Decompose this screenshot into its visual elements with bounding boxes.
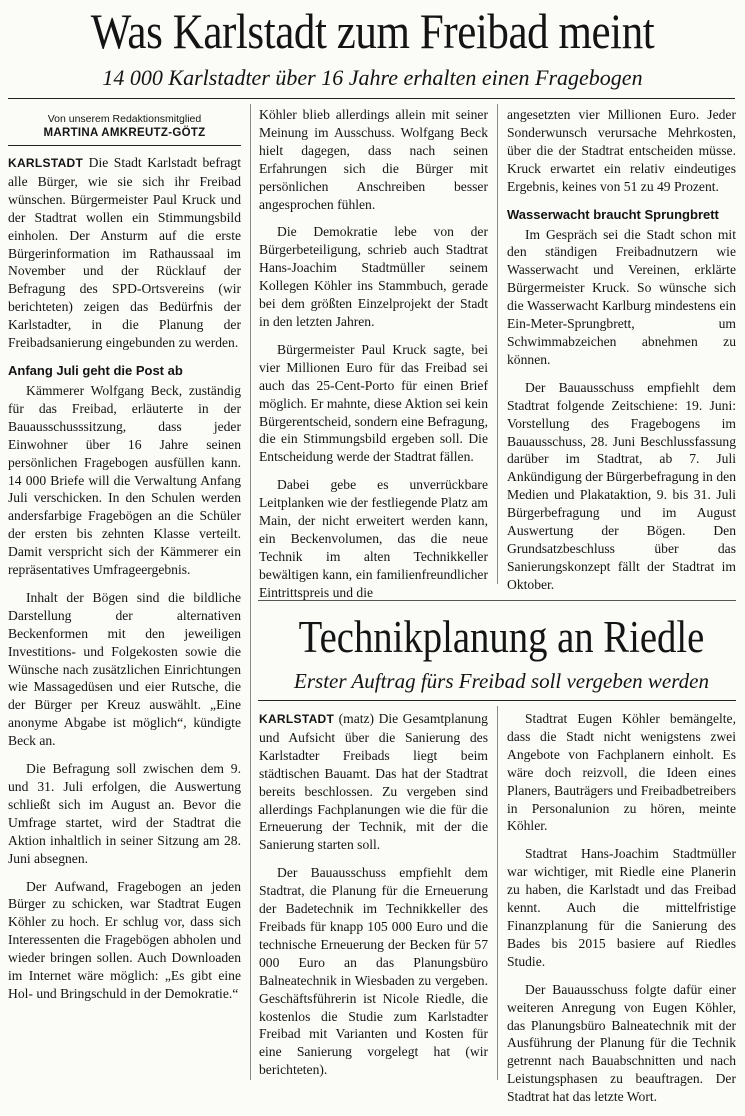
paragraph: Der Bauausschuss empfiehlt dem Stadtrat, die Planung für die Erneuerung der Badetechnik im Technikkeller des Freibads für knapp 105 000 Euro und die technische Erneuerung der Becken für 57 000 Euro an das Planungsbüro Balneatechnik in Wiesbaden zu vergeben. Geschäftsführerin ist Nicole Riedle, die kostenlos die Studie zum Karlstadter Freibad mit Varianten und Kosten für eine Sanierung vorgelegt hat (wir berichteten). <box>259 865 488 1078</box>
article-headline: Was Karlstadt zum Freibad meint <box>90 3 655 59</box>
paragraph: Die Befragung soll zwischen dem 9. und 31. Juli erfolgen, die Auswertung schließt sich im August an. Bevor die Umfrage startet, wird der Stadtrat die Aktion inhaltlich in seiner Sitzung am 28. Juni absegnen. <box>8 761 241 866</box>
article-divider <box>258 600 736 601</box>
section-subhead: Wasserwacht braucht Sprungbrett <box>507 206 719 222</box>
article-headline: Technikplanung an Riedle <box>298 612 705 662</box>
headline-divider <box>8 98 735 99</box>
paragraph: Im Gespräch sei die Stadt schon mit den ständigen Freibadnutzern wie Wasserwacht und Vereinen, erklärte Bürgermeister Kruck. So wünsche sich die Wasserwacht Karlburg mindestens ein Ein-Meter-Sprungbrett, um Schwimmabzeichen abnehmen zu können. <box>507 226 736 367</box>
paragraph: Die Demokratie lebe von der Bürgerbeteiligung, schrieb auch Stadtrat Hans-Joachim Stadtmüller seinem Kollegen Köhler ins Stammbuch, gerade bei dem größten Einzelprojekt der Stadt in den letzten Jahren. <box>259 224 488 329</box>
byline-author: MARTINA AMKREUTZ-GÖTZ <box>43 127 206 139</box>
section-subhead: Anfang Juli geht die Post ab <box>8 362 183 378</box>
paragraph <box>8 154 241 352</box>
paragraph: angesetzten vier Millionen Euro. Jeder Sonderwunsch verursache Mehrkosten, über die der Stadtrat entscheiden müsse. Kruck erwartet ein relativ eindeutiges Ergebnis, keines von 51 zu 49 Prozent. <box>507 107 736 194</box>
paragraph: Köhler blieb allerdings allein mit seiner Meinung im Ausschuss. Wolfgang Beck hielt dagegen, dass nach seinen Erfahrungen sich die Bürger mit persönlichen Anschreiben besser angesprochen fühlen. <box>259 107 488 212</box>
dateline-author: (matz) <box>338 711 375 726</box>
column-divider <box>250 104 251 1080</box>
article2-column-2 <box>507 710 736 1116</box>
paragraph <box>259 710 488 854</box>
dateline: KARLSTADT <box>259 712 335 726</box>
paragraph: Stadtrat Eugen Köhler bemängelte, dass die Stadt nicht wenigstens zwei Angebote von Fachplanern einholt. Es wäre doch reizvoll, die Ideen eines Planers, Bauträgers und Freibadbetreibers in Personalunion zu hören, meinte Köhler. <box>507 711 736 834</box>
column-divider <box>497 706 498 1080</box>
paragraph: Kämmerer Wolfgang Beck, zuständig für das Freibad, erläuterte in der Bauausschusssitzung, dass jeder Einwohner über 16 Jahre seinen persönlichen Fragebogen ausfüllen kann. 14 000 Briefe will die Verwaltung Anfang Juli verschicken. In den Schulen werden andersfarbige Fragebögen an die Schüler der ersten bis zehnten Klasse verteilt. Damit verspricht sich der Kämmerer ein repräsentatives Umfrageergebnis. <box>8 382 241 578</box>
byline <box>8 112 241 146</box>
paragraph: Der Aufwand, Fragebogen an jeden Bürger zu schicken, war Stadtrat Eugen Köhler zu hoch. Er schlug vor, dass sich Interessenten die Fragebögen abholen und wieder bringen sollen. Auch Downloaden im Internet wäre möglich: „Es gibt eine Hol- und Bringschuld in der Demokratie.“ <box>8 878 241 1001</box>
paragraph: Der Bauausschuss empfiehlt dem Stadtrat folgende Zeitschiene: 19. Juni: Vorstellung des Fragebogens im Bauausschuss, 28. Juni Beschlussfassung darüber im Stadtrat, ab 7. Juli Ankündigung der Bürgerbefragung in den Medien und Plakataktion, 9. bis 31. Juli Bürgerbefragung und im August Auswertung der Bögen. Den Grundsatzbeschluss über das Sanierungskonzept fällt der Stadtrat im Oktober. <box>507 379 736 592</box>
article-subheadline: 14 000 Karlstadter über 16 Jahre erhalten einen Fragebogen <box>102 65 643 90</box>
paragraph: Stadtrat Hans-Joachim Stadtmüller war wichtiger, mit Riedle eine Planerin zu haben, die Karlstadt und das Freibad kennt. Auch die mittelfristige Finanzplanung für die Sanierung des Bades bis 2015 basiere auf Riedles Studie. <box>507 846 736 969</box>
article2-column-1 <box>259 710 488 1089</box>
article1-column-2 <box>259 106 488 612</box>
article1-column-3 <box>507 106 736 604</box>
paragraph: Bürgermeister Paul Kruck sagte, bei vier Millionen Euro für das Freibad sei auch das 25-Cent-Porto für einen Brief möglich. Er mahnte, diese Aktion sei kein Bürgerentscheid, sondern eine Befragung, die ein Stimmungsbild ergeben soll. Die Entscheidung werde der Stadtrat fällen. <box>259 341 488 465</box>
column-divider <box>497 104 498 584</box>
article1-column-1 <box>8 112 241 1013</box>
paragraph-text: Die Stadt Karlstadt befragt alle Bürger, wie sie sich ihr Freibad wünschen. Bürgermeister Paul Kruck und der Stadtrat wollen ein Stimmungsbild einholen. Der Ansturm auf die erste Bürgerinformation im Rathaussaal im November und der Rücklauf der Befragung des SPD-Ortsvereins (wir berichteten) zeigen das Bedürfnis der Karlstadter, in die Planung der Freibadsanierung eingebunden zu werden. <box>8 155 241 351</box>
paragraph: Dabei gebe es unverrückbare Leitplanken wie der festliegende Platz am Main, der nicht erweitert werden kann, ein Beckenvolumen, das die neue Technik im alten Technikkeller bewältigen kann, ein familienfreundlicher Eintrittspreis und die <box>259 477 488 600</box>
paragraph-text: Die Gesamtplanung und Aufsicht über die Sanierung des Karlstadter Freibads liegt beim städtischen Bauamt. Das hat der Stadtrat bereits beschlossen. Zu vergeben sind allerdings Fachplanungen wie die für die Erneuerung der Technik, mit der die Sanierung starten soll. <box>259 711 488 853</box>
paragraph: Inhalt der Bögen sind die bildliche Darstellung der alternativen Beckenformen mit den jeweiligen Investitions- und Folgekosten sowie die Wünsche nach zusätzlichen Einrichtungen wie Massagedüsen und eier Rutsche, die der Bürger per Kreuz auswählt. „Eine anonyme Abgabe ist möglich“, kündigte Beck an. <box>8 589 241 749</box>
headline-divider <box>258 700 736 701</box>
dateline: KARLSTADT <box>8 156 84 170</box>
byline-intro: Von unserem Redaktionsmitglied <box>47 113 202 125</box>
article-subheadline: Erster Auftrag fürs Freibad soll vergeben werden <box>294 669 709 693</box>
paragraph: Der Bauausschuss folgte dafür einer weiteren Anregung von Eugen Köhler, das Planungsbüro Balneatechnik mit der Ausführung der Planung für die Technik getrennt nach Bauabschnitten und nach Leistungsphasen zu beauftragen. Der Stadtrat hat das letzte Wort. <box>507 981 736 1105</box>
